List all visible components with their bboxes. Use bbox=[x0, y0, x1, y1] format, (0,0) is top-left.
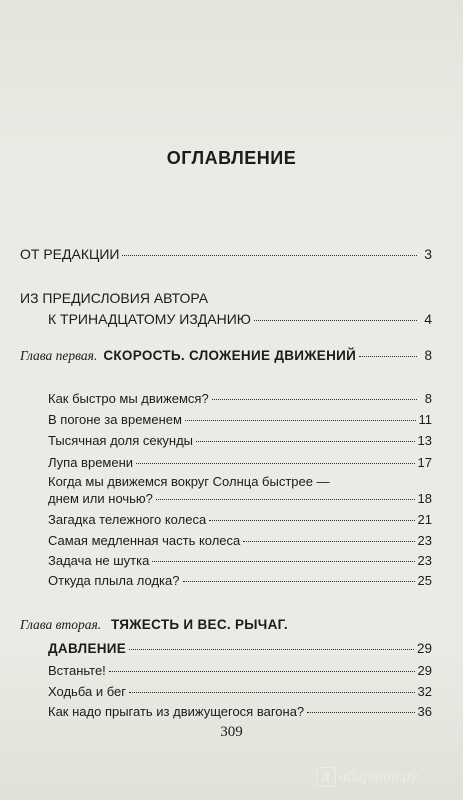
toc-chapter-2[interactable] bbox=[48, 641, 432, 657]
dot-leader bbox=[122, 255, 417, 256]
toc-item[interactable] bbox=[48, 455, 432, 471]
dot-leader bbox=[183, 581, 415, 582]
toc-item-page: 8 bbox=[424, 391, 432, 406]
chapter-prefix: Глава первая. bbox=[20, 348, 98, 363]
toc-item-page: 29 bbox=[417, 663, 432, 678]
page-title: ОГЛАВЛЕНИЕ bbox=[166, 148, 297, 168]
toc-item[interactable] bbox=[48, 684, 432, 700]
toc-item-label: Загадка тележного колеса bbox=[48, 512, 207, 527]
dot-leader bbox=[109, 671, 415, 672]
toc-item-label: Лупа времени bbox=[48, 455, 134, 470]
labirint-logo-icon: Л bbox=[316, 767, 336, 787]
toc-item-label: Как надо прыгать из движущегося вагона? bbox=[48, 704, 305, 719]
toc-item-page: 36 bbox=[417, 704, 432, 719]
toc-item-label: Как быстро мы движемся? bbox=[48, 391, 209, 406]
toc-item[interactable] bbox=[48, 573, 432, 589]
chapter-title: СКОРОСТЬ. СЛОЖЕНИЕ ДВИЖЕНИЙ bbox=[103, 348, 357, 363]
toc-item[interactable] bbox=[48, 663, 432, 679]
toc-item-page: 25 bbox=[417, 573, 432, 588]
toc-item-page: 32 bbox=[417, 684, 432, 699]
chapter-page: 29 bbox=[416, 641, 432, 656]
toc-item[interactable] bbox=[48, 533, 432, 549]
chapter-title-cont: ДАВЛЕНИЕ bbox=[48, 641, 127, 656]
toc-item[interactable] bbox=[48, 491, 432, 507]
dot-leader bbox=[156, 499, 415, 500]
toc-item[interactable] bbox=[48, 412, 432, 428]
toc-item[interactable] bbox=[48, 433, 432, 449]
toc-item[interactable] bbox=[48, 391, 432, 407]
dot-leader bbox=[359, 356, 417, 357]
toc-item[interactable] bbox=[48, 704, 432, 720]
dot-leader bbox=[212, 399, 417, 400]
dot-leader bbox=[307, 712, 414, 713]
toc-chapter-1[interactable] bbox=[20, 348, 432, 364]
toc-entry-preface[interactable] bbox=[48, 311, 432, 327]
dot-leader bbox=[129, 649, 414, 650]
toc-item-label: Откуда плыла лодка? bbox=[48, 573, 180, 588]
toc-item-line1[interactable]: Когда мы движемся вокруг Солнца быстрее — bbox=[48, 474, 330, 489]
toc-item-label: Задача не шутка bbox=[48, 553, 150, 568]
toc-entry-preface-line1[interactable]: ИЗ ПРЕДИСЛОВИЯ АВТОРА bbox=[20, 290, 209, 306]
toc-item-page: 13 bbox=[417, 433, 432, 448]
watermark-text: абиринт.ру bbox=[339, 768, 418, 785]
toc-chapter-2-line1[interactable] bbox=[20, 617, 288, 633]
toc-item-page: 21 bbox=[417, 512, 432, 527]
toc-entry-label: К ТРИНАДЦАТОМУ ИЗДАНИЮ bbox=[48, 311, 251, 327]
toc-item-page: 17 bbox=[417, 455, 432, 470]
toc-item-page: 23 bbox=[417, 533, 432, 548]
toc-item-label: Ходьба и бег bbox=[48, 684, 126, 699]
dot-leader bbox=[209, 520, 414, 521]
toc-entry-editorial[interactable] bbox=[20, 246, 432, 262]
toc-item-label: Тысячная доля секунды bbox=[48, 433, 194, 448]
toc-item-page: 11 bbox=[418, 412, 432, 427]
watermark bbox=[316, 766, 456, 788]
toc-item[interactable] bbox=[48, 512, 432, 528]
bleed-through-text bbox=[0, 0, 463, 135]
toc-item-label: Самая медленная часть колеса bbox=[48, 533, 241, 548]
chapter-prefix: Глава вторая. bbox=[20, 617, 102, 632]
toc-item-page: 18 bbox=[417, 491, 432, 506]
page-number: 309 bbox=[220, 724, 243, 740]
toc-item[interactable] bbox=[48, 553, 432, 569]
chapter-title: ТЯЖЕСТЬ И ВЕС. РЫЧАГ. bbox=[110, 617, 288, 632]
dot-leader bbox=[185, 420, 416, 421]
dot-leader bbox=[243, 541, 414, 542]
dot-leader bbox=[152, 561, 414, 562]
toc-item-page: 23 bbox=[417, 553, 432, 568]
dot-leader bbox=[136, 463, 414, 464]
dot-leader bbox=[254, 320, 417, 321]
toc-entry-page: 4 bbox=[424, 311, 432, 327]
toc-item-label: В погоне за временем bbox=[48, 412, 182, 427]
dot-leader bbox=[129, 692, 415, 693]
toc-item-label: Встаньте! bbox=[48, 663, 106, 678]
toc-entry-label: ОТ РЕДАКЦИИ bbox=[20, 246, 120, 262]
toc-item-label: днем или ночью? bbox=[48, 491, 153, 506]
toc-entry-page: 3 bbox=[424, 246, 432, 262]
dot-leader bbox=[196, 441, 415, 442]
chapter-page: 8 bbox=[424, 348, 432, 363]
